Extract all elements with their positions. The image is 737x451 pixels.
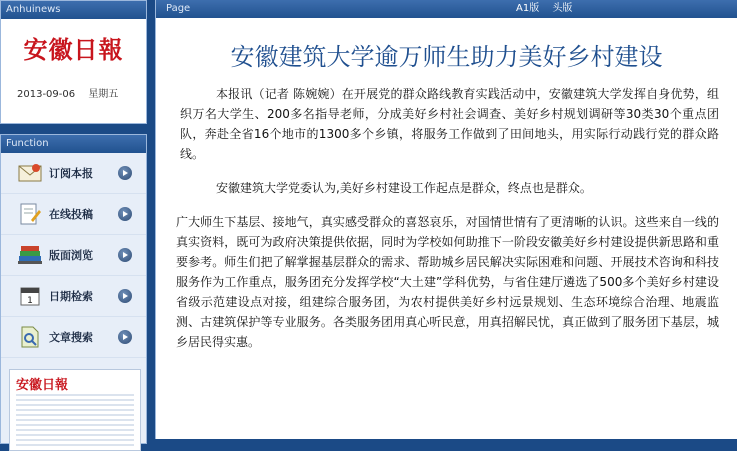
menu-item-label: 文章搜索	[49, 331, 93, 344]
function-panel	[0, 134, 147, 444]
chevron-right-icon	[118, 248, 132, 262]
page-header-label: Page	[166, 3, 191, 14]
article-paragraph: 安徽建筑大学党委认为,美好乡村建设工作起点是群众，终点也是群众。	[216, 181, 592, 195]
menu-item-article-search[interactable]	[1, 317, 146, 358]
menu-item-date-search[interactable]	[1, 276, 146, 317]
thumbnail-masthead: 安徽日報	[16, 378, 69, 393]
article-headline: 安徽建筑大学逾万师生助力美好乡村建设	[230, 43, 663, 71]
function-panel-header: Function	[1, 135, 146, 153]
menu-item-subscribe[interactable]	[1, 153, 146, 194]
chevron-right-icon	[118, 289, 132, 303]
mail-envelope-icon	[17, 160, 43, 186]
menu-item-submit-article[interactable]	[1, 194, 146, 235]
menu-item-label: 在线投稿	[49, 208, 93, 221]
edition-number: A1版	[516, 3, 540, 14]
edit-document-icon	[17, 201, 43, 227]
books-icon	[17, 242, 43, 268]
thumbnail-page-preview	[16, 394, 134, 446]
search-document-icon	[17, 324, 43, 350]
issue-date: 2013-09-06	[17, 89, 76, 100]
chevron-right-icon	[118, 166, 132, 180]
issue-weekday: 星期五	[88, 89, 119, 100]
section-name: 头版	[552, 3, 573, 14]
article-paragraph: 本报讯（记者 陈婉婉）在开展党的群众路线教育实践活动中，安徽建筑大学发挥自身优势，组织万名大学生、200多名指导老师，分成美好乡村社会调查、美好乡村规划调研等30类30个重点团队，奔赴全省16个地市的1300多个乡镇，将服务工作做到了田间地头，用实际行动践行党的群众路线。	[180, 87, 719, 161]
article-panel-header	[156, 0, 737, 18]
chevron-right-icon	[118, 330, 132, 344]
brand-panel	[0, 0, 147, 124]
svg-text:1: 1	[27, 296, 33, 306]
menu-item-label: 日期检索	[49, 290, 93, 303]
article-panel	[155, 0, 737, 439]
article-paragraph: 广大师生下基层、接地气，真实感受群众的喜怒哀乐，对国情世情有了更清晰的认识。这些来自一线的真实资料，既可为政府决策提供依据，同时为学校如何助推下一阶段安徽美好乡村建设提供新思路和重要参考。师生们把了解掌握基层群众的需求、帮助城乡居民解决实际困难和问题、开展技术咨询和科技服务作为工作重点，服务团充分发挥学校“大土建”学科优势，与省住建厅遴选了500多个美好乡村建设省级示范建设点对接，组建综合服务团，为农村提供美好乡村远景规划、生态环境综合治理、地震监测、古建筑保护等专业服务。各类服务团用真心听民意，用真招解民忧，真正做到了服务团下基层，城乡居民得实惠。	[176, 215, 719, 349]
edition-info	[516, 0, 582, 18]
calendar-icon	[17, 283, 43, 309]
menu-item-browse-pages[interactable]	[1, 235, 146, 276]
chevron-right-icon	[118, 207, 132, 221]
brand-panel-header: Anhuinews	[1, 1, 146, 19]
date-row	[1, 85, 146, 100]
menu-item-label: 订阅本报	[49, 167, 93, 180]
menu-item-label: 版面浏览	[49, 249, 93, 262]
newspaper-logo[interactable]: 安徽日報	[23, 35, 124, 64]
function-menu	[1, 153, 146, 358]
